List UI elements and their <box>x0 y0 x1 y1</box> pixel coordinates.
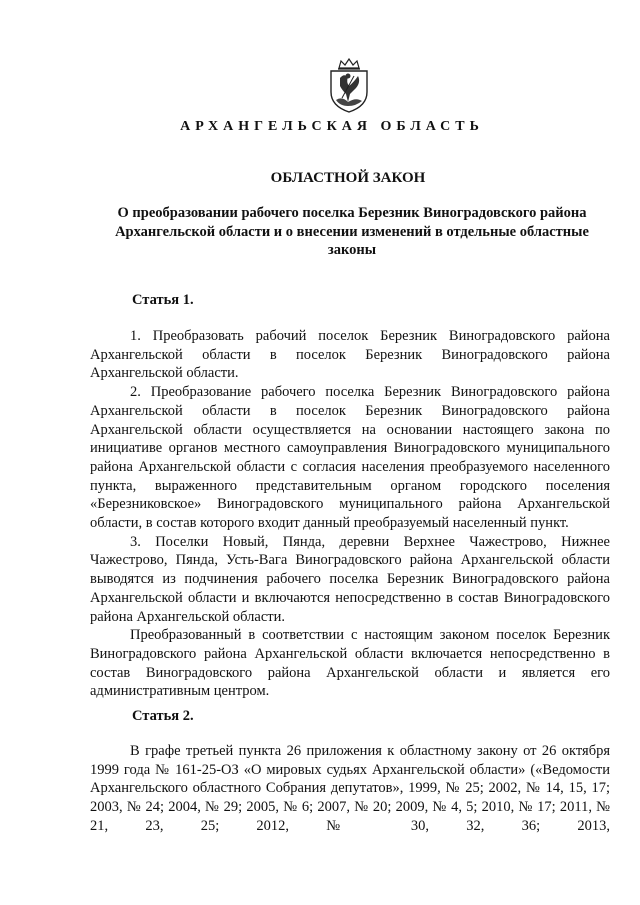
paragraph: В графе третьей пункта 26 приложения к областному закону от 26 октября 1999 года № 161-25-ОЗ «О мировых судьях Архангельской области» («Ведомости Архангельского областного Собрания депутатов», 1999, № 25; 2002, № 14, 15, 17; 2003, № 24; 2004, № 29; 2005, № 6; 2007, № 20; 2009, № 4, 5; 2010, № 17; 2011, № 21, 23, 25; 2012, № 30, 32, 36; 2013, <box>90 743 610 834</box>
arkhangelsk-coat-of-arms-icon <box>326 58 372 114</box>
paragraph: 3. Поселки Новый, Пянда, деревни Верхнее Чажестрово, Нижнее Чажестрово, Пянда, Усть-Вага Виноградовского района Архангельской области выводятся из подчинения рабочего поселка Березник Виноградовского района Архангельской области и включаются непосредственно в состав Виноградовского района Архангельской области. <box>90 533 610 625</box>
law-type: ОБЛАСТНОЙ ЗАКОН <box>270 170 426 186</box>
article-1-heading: Статья 1. <box>132 292 194 308</box>
article-1-body <box>90 327 610 701</box>
article-2-body <box>90 742 610 836</box>
paragraph: 2. Преобразование рабочего поселка Березник Виноградовского района Архангельской области в поселок Березник Виноградовского района Архангельской области осуществляется на основании настоящего закона по инициативе органов местного самоуправления Виноградовского муниципального района Архангельской области с согласия населения преобразуемого населенного пункта, выраженного представительным органом городского поселения «Березниковское» Виноградовского муниципального района Архангельской области, в состав которого входит данный преобразуемый населенный пункт. <box>90 384 610 532</box>
region-name: АРХАНГЕЛЬСКАЯ ОБЛАСТЬ <box>180 119 484 134</box>
law-title: О преобразовании рабочего поселка Березник Виноградовского района Архангельской области и о внесении изменений в отдельные областные законы <box>115 205 589 258</box>
paragraph: 1. Преобразовать рабочий поселок Березник Виноградовского района Архангельской области в поселок Березник Виноградовского района Архангельской области. <box>90 328 610 382</box>
article-2-heading: Статья 2. <box>132 708 194 724</box>
paragraph: Преобразованный в соответствии с настоящим законом поселок Березник Виноградовского района Архангельской области включается непосредственно в состав Виноградовского района Архангельской области и является его административным центром. <box>90 627 610 700</box>
